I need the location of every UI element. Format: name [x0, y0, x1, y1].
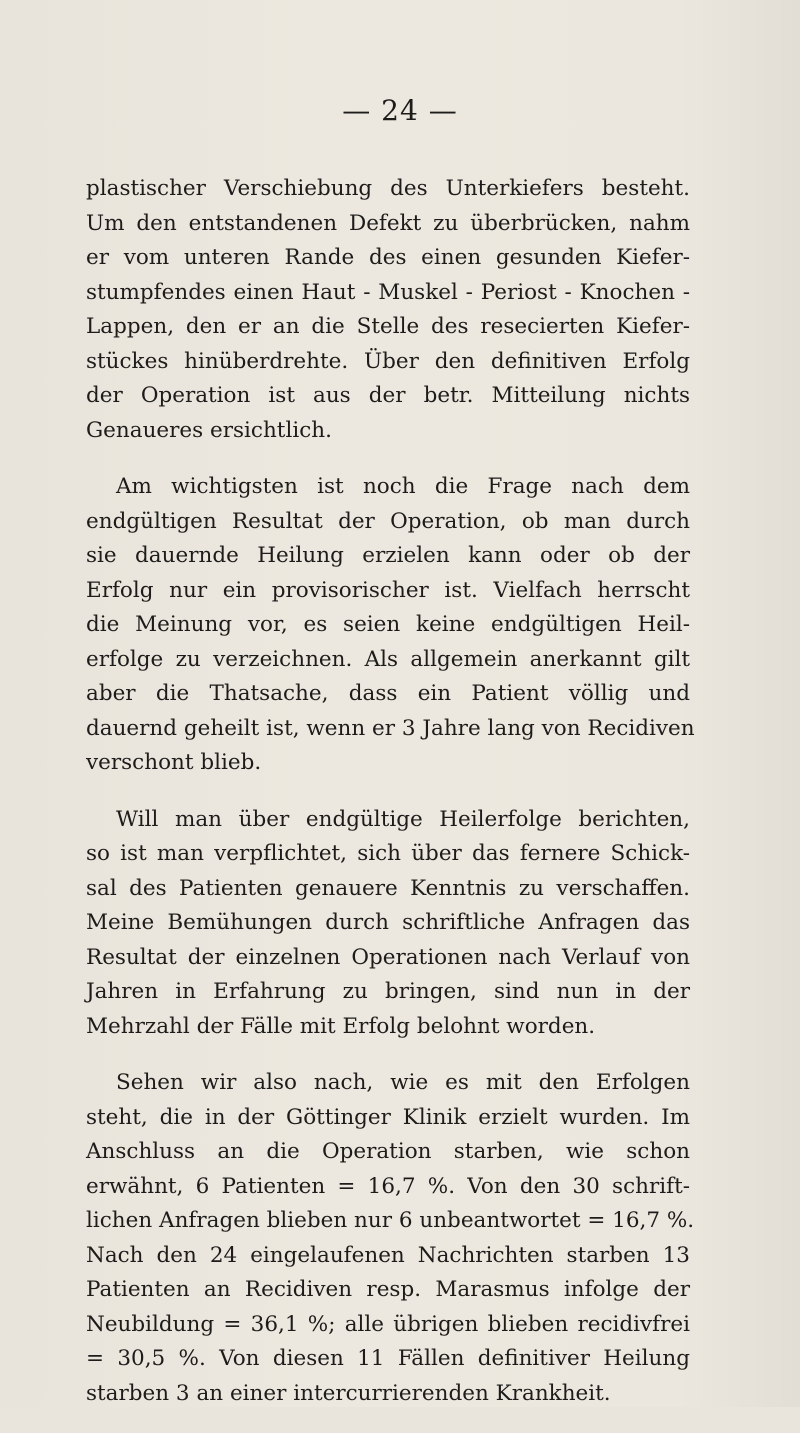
text-line: erwähnt, 6 Patienten = 16,7 %. Von den 30 schrift- [86, 1173, 690, 1199]
text-line: so ist man verpflichtet, sich über das fernere Schick- [86, 841, 690, 866]
body-text [86, 172, 695, 1433]
paragraph [86, 172, 690, 448]
text-line: Um den entstandenen Defekt zu überbrücken, nahm [86, 210, 690, 236]
page-number: — 24 — [342, 94, 458, 127]
text-line: aber die Thatsache, dass ein Patient völlig und [86, 681, 690, 706]
text-line: Erfolg nur ein provisorischer ist. Vielfach herrscht [86, 577, 690, 603]
paragraph [86, 1066, 695, 1411]
text-line: Am wichtigsten ist noch die Frage nach dem [116, 474, 690, 499]
text-line: Anschluss an die Operation starben, wie schon [86, 1139, 690, 1164]
text-line: erfolge zu verzeichnen. Als allgemein anerkannt gilt [86, 646, 690, 672]
text-line: der Operation ist aus der betr. Mitteilung nichts [86, 383, 690, 408]
text-line: dauernd geheilt ist, wenn er 3 Jahre lang von Recidiven [86, 715, 695, 741]
text-line: Jahren in Erfahrung zu bringen, sind nun in der [86, 979, 690, 1004]
text-line: Resultat der einzelnen Operationen nach Verlauf von [86, 944, 690, 970]
text-line: sie dauernde Heilung erzielen kann oder ob der [86, 543, 690, 568]
text-line: Will man über endgültige Heilerfolge berichten, [116, 806, 690, 832]
text-line: Lappen, den er an die Stelle des resecierten Kiefer- [86, 314, 690, 339]
text-line: sal des Patienten genauere Kenntnis zu verschaffen. [86, 875, 690, 901]
text-line: Meine Bemühungen durch schriftliche Anfragen das [86, 910, 690, 935]
text-line: Genaueres ersichtlich. [86, 417, 332, 443]
text-line: er vom unteren Rande des einen gesunden Kiefer- [86, 245, 690, 270]
text-line: Neubildung = 36,1 %; alle übrigen blieben recidivfrei [86, 1311, 690, 1337]
text-line: plastischer Verschiebung des Unterkiefers besteht. [86, 176, 690, 201]
text-line: endgültigen Resultat der Operation, ob man durch [86, 508, 690, 534]
text-line: starben 3 an einer intercurrierenden Krankheit. [86, 1380, 611, 1406]
text-line: stumpfendes einen Haut - Muskel - Periost - Knochen - [86, 279, 690, 305]
text-line: stückes hinüberdrehte. Über den definitiven Erfolg [86, 348, 690, 374]
text-line: die Meinung vor, es seien keine endgültigen Heil- [86, 612, 690, 637]
text-line: lichen Anfragen blieben nur 6 unbeantwortet = 16,7 %. [86, 1208, 695, 1233]
text-line: Nach den 24 eingelaufenen Nachrichten starben 13 [86, 1242, 690, 1268]
text-line: steht, die in der Göttinger Klinik erzielt wurden. Im [86, 1104, 690, 1130]
text-line: Mehrzahl der Fälle mit Erfolg belohnt worden. [86, 1013, 596, 1039]
text-line: Patienten an Recidiven resp. Marasmus infolge der [86, 1277, 690, 1302]
text-line: = 30,5 %. Von diesen 11 Fällen definitiver Heilung [86, 1346, 690, 1371]
text-line: Sehen wir also nach, wie es mit den Erfolgen [116, 1070, 690, 1095]
paragraph [86, 470, 695, 781]
paragraph [86, 803, 690, 1045]
text-line: verschont blieb. [86, 750, 262, 775]
